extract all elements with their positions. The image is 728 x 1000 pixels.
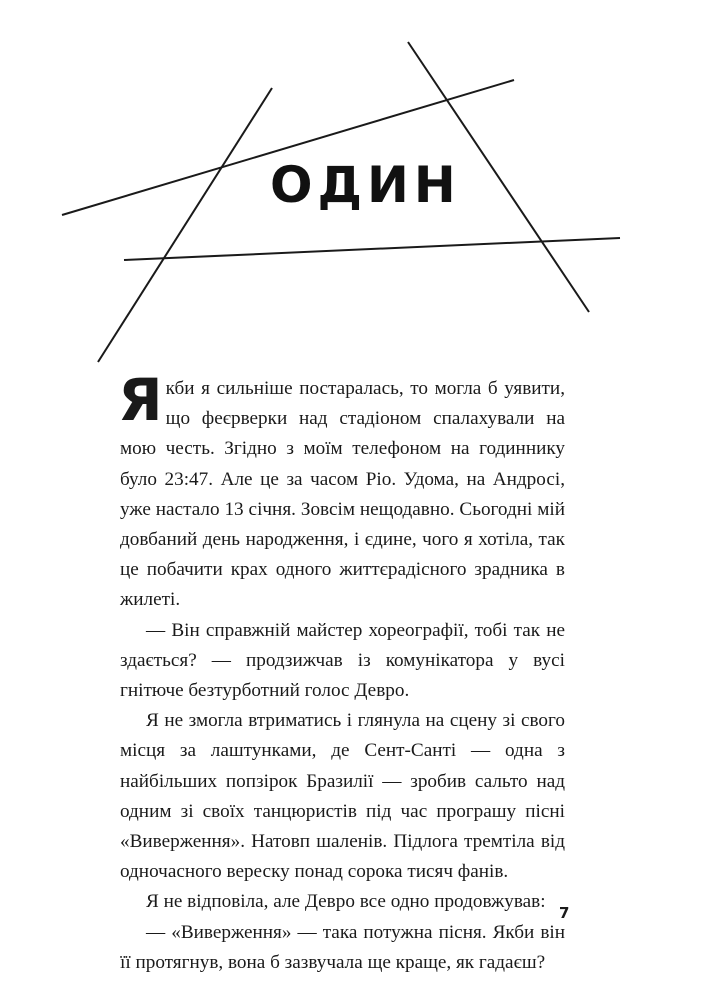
drop-cap: Я <box>118 366 163 434</box>
paragraph-1-text: кби я сильніше постаралась, то могла б уявити, що феєрверки над стадіоном спалахували на мою честь. Згідно з моїм телефоном на годиннику було 23:47. Але це за часом Ріо. Удома, на Андросі, уже настало 13 січня. Зовсім нещодавно. Сьогодні мій довбаний день народження, і єдине, чого я хотіла, так це побачити крах одного життєрадісного зрадника в жилеті. <box>120 378 565 611</box>
paragraph-3: Я не змогла втриматись і глянула на сцену зі свого місця за лаштунками, де Сент-Санті — одна з найбільших попзірок Бразилії — зробив сальто над одним зі своїх танцюристів під час програшу пісні «Виверження». Натовп шаленів. Підлога тремтіла від одночасного вереску понад сорока тисяч фанів. <box>120 710 565 883</box>
chapter-title: ОДИН <box>270 156 461 214</box>
paragraph-5: — «Виверження» — така потужна пісня. Якби він її протягнув, вона б зазвучала ще краще, як гадаєш? <box>120 921 565 973</box>
page-number: 7 <box>559 904 570 922</box>
paragraph-1 <box>118 366 565 616</box>
chapter-body <box>118 366 565 978</box>
paragraph-4: Я не відповіла, але Деврo все одно продовжував: <box>146 891 546 913</box>
decor-line-left-diagonal <box>98 88 272 362</box>
paragraph-2: — Він справжній майстер хореографії, тобі так не здається? — продзижчав із комунікатора у вусі гнітюче безтурботний голос Деврo. <box>120 619 565 702</box>
